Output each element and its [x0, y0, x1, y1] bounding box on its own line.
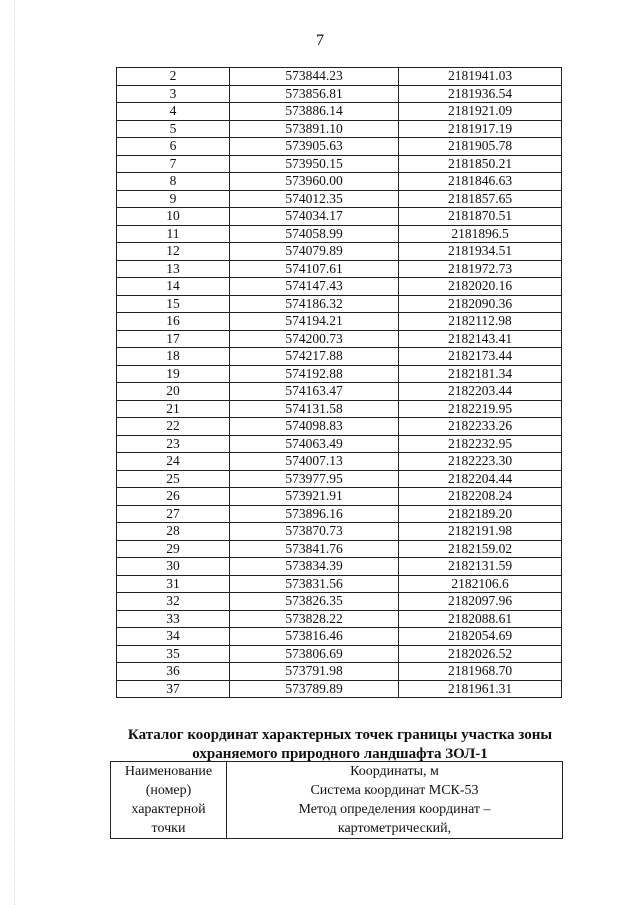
y-coordinate-cell: 2181961.31: [399, 680, 562, 698]
x-coordinate-cell: 573960.00: [230, 173, 399, 191]
x-coordinate-cell: 573896.16: [230, 505, 399, 523]
y-coordinate-cell: 2182026.52: [399, 645, 562, 663]
x-coordinate-cell: 573870.73: [230, 523, 399, 541]
point-number-cell: 29: [117, 540, 230, 558]
y-coordinate-cell: 2182232.95: [399, 435, 562, 453]
point-number-cell: 23: [117, 435, 230, 453]
table-row: [117, 348, 562, 366]
x-coordinate-cell: 574217.88: [230, 348, 399, 366]
x-coordinate-cell: 573856.81: [230, 85, 399, 103]
y-coordinate-cell: 2182233.26: [399, 418, 562, 436]
y-coordinate-cell: 2181936.54: [399, 85, 562, 103]
y-coordinate-cell: 2182106.6: [399, 575, 562, 593]
coordinates-header-line: Система координат МСК-53: [310, 783, 479, 798]
point-number-cell: 15: [117, 295, 230, 313]
section-title-line-1: Каталог координат характерных точек границы участка зоны: [127, 727, 553, 743]
y-coordinate-cell: 2181905.78: [399, 138, 562, 156]
y-coordinate-cell: 2181850.21: [399, 155, 562, 173]
y-coordinate-cell: 2181968.70: [399, 663, 562, 681]
coordinates-header-line: Координаты, м: [350, 764, 439, 779]
y-coordinate-cell: 2182112.98: [399, 313, 562, 331]
x-coordinate-cell: 573841.76: [230, 540, 399, 558]
x-coordinate-cell: 573886.14: [230, 103, 399, 121]
x-coordinate-cell: 574186.32: [230, 295, 399, 313]
point-number-cell: 37: [117, 680, 230, 698]
x-coordinate-cell: 574107.61: [230, 260, 399, 278]
table-row: [117, 435, 562, 453]
y-coordinate-cell: 2182097.96: [399, 593, 562, 611]
y-coordinate-cell: 2182090.36: [399, 295, 562, 313]
y-coordinate-cell: 2182054.69: [399, 628, 562, 646]
point-number-cell: 26: [117, 488, 230, 506]
x-coordinate-cell: 574192.88: [230, 365, 399, 383]
table-row: [117, 488, 562, 506]
x-coordinate-cell: 573831.56: [230, 575, 399, 593]
x-coordinate-cell: 574058.99: [230, 225, 399, 243]
x-coordinate-cell: 574034.17: [230, 208, 399, 226]
table-row: [117, 663, 562, 681]
point-number-cell: 6: [117, 138, 230, 156]
coordinates-table-body: [117, 68, 562, 698]
y-coordinate-cell: 2182088.61: [399, 610, 562, 628]
x-coordinate-cell: 573826.35: [230, 593, 399, 611]
table-row: [117, 138, 562, 156]
x-coordinate-cell: 573834.39: [230, 558, 399, 576]
point-number-cell: 21: [117, 400, 230, 418]
table-row: [117, 593, 562, 611]
table-row: [117, 523, 562, 541]
point-name-header-line: характерной: [131, 802, 206, 817]
point-number-cell: 20: [117, 383, 230, 401]
x-coordinate-cell: 573950.15: [230, 155, 399, 173]
point-number-cell: 8: [117, 173, 230, 191]
table-row: [117, 155, 562, 173]
point-number-cell: 2: [117, 68, 230, 86]
x-coordinate-cell: 573791.98: [230, 663, 399, 681]
y-coordinate-cell: 2182223.30: [399, 453, 562, 471]
y-coordinate-cell: 2182189.20: [399, 505, 562, 523]
page-number: 7: [316, 32, 324, 49]
y-coordinate-cell: 2181857.65: [399, 190, 562, 208]
coordinates-header-cell: [227, 762, 563, 839]
point-number-cell: 24: [117, 453, 230, 471]
point-number-cell: 30: [117, 558, 230, 576]
y-coordinate-cell: 2182181.34: [399, 365, 562, 383]
catalog-header-row: [111, 762, 563, 839]
catalog-header-table: [110, 761, 563, 839]
table-row: [117, 243, 562, 261]
table-row: [117, 628, 562, 646]
table-row: [117, 330, 562, 348]
y-coordinate-cell: 2181870.51: [399, 208, 562, 226]
table-row: [117, 313, 562, 331]
point-number-cell: 5: [117, 120, 230, 138]
x-coordinate-cell: 574147.43: [230, 278, 399, 296]
y-coordinate-cell: 2182203.44: [399, 383, 562, 401]
y-coordinate-cell: 2182143.41: [399, 330, 562, 348]
x-coordinate-cell: 574131.58: [230, 400, 399, 418]
table-row: [117, 103, 562, 121]
y-coordinate-cell: 2181917.19: [399, 120, 562, 138]
x-coordinate-cell: 573828.22: [230, 610, 399, 628]
point-number-cell: 10: [117, 208, 230, 226]
table-row: [117, 68, 562, 86]
point-number-cell: 14: [117, 278, 230, 296]
section-title-line-2: охраняемого природного ландшафта ЗОЛ-1: [192, 746, 488, 762]
table-row: [117, 225, 562, 243]
point-number-cell: 27: [117, 505, 230, 523]
x-coordinate-cell: 574194.21: [230, 313, 399, 331]
y-coordinate-cell: 2181896.5: [399, 225, 562, 243]
coordinates-header-line: картометрический,: [337, 821, 452, 836]
table-row: [117, 610, 562, 628]
x-coordinate-cell: 573789.89: [230, 680, 399, 698]
y-coordinate-cell: 2182208.24: [399, 488, 562, 506]
point-number-cell: 13: [117, 260, 230, 278]
section-title: [100, 726, 580, 764]
y-coordinate-cell: 2181941.03: [399, 68, 562, 86]
y-coordinate-cell: 2182159.02: [399, 540, 562, 558]
y-coordinate-cell: 2181846.63: [399, 173, 562, 191]
point-number-cell: 3: [117, 85, 230, 103]
y-coordinate-cell: 2181972.73: [399, 260, 562, 278]
point-number-cell: 34: [117, 628, 230, 646]
y-coordinate-cell: 2182020.16: [399, 278, 562, 296]
y-coordinate-cell: 2182173.44: [399, 348, 562, 366]
y-coordinate-cell: 2182219.95: [399, 400, 562, 418]
x-coordinate-cell: 573921.91: [230, 488, 399, 506]
point-number-cell: 9: [117, 190, 230, 208]
point-number-cell: 32: [117, 593, 230, 611]
table-row: [117, 173, 562, 191]
x-coordinate-cell: 573905.63: [230, 138, 399, 156]
x-coordinate-cell: 574163.47: [230, 383, 399, 401]
x-coordinate-cell: 574063.49: [230, 435, 399, 453]
y-coordinate-cell: 2182191.98: [399, 523, 562, 541]
x-coordinate-cell: 573891.10: [230, 120, 399, 138]
table-row: [117, 400, 562, 418]
x-coordinate-cell: 574200.73: [230, 330, 399, 348]
point-name-header-cell: [111, 762, 227, 839]
y-coordinate-cell: 2182131.59: [399, 558, 562, 576]
point-number-cell: 18: [117, 348, 230, 366]
point-name-header-line: точки: [151, 821, 186, 836]
point-name-header-line: Наименование: [124, 764, 213, 779]
point-number-cell: 17: [117, 330, 230, 348]
coordinates-header-line: Метод определения координат –: [298, 802, 491, 817]
table-row: [117, 260, 562, 278]
point-number-cell: 7: [117, 155, 230, 173]
y-coordinate-cell: 2182204.44: [399, 470, 562, 488]
table-row: [117, 418, 562, 436]
x-coordinate-cell: 574098.83: [230, 418, 399, 436]
table-row: [117, 365, 562, 383]
table-row: [117, 680, 562, 698]
table-row: [117, 190, 562, 208]
point-number-cell: 35: [117, 645, 230, 663]
table-row: [117, 120, 562, 138]
point-name-header-line: (номер): [145, 783, 192, 798]
table-row: [117, 575, 562, 593]
y-coordinate-cell: 2181921.09: [399, 103, 562, 121]
table-row: [117, 208, 562, 226]
point-number-cell: 19: [117, 365, 230, 383]
x-coordinate-cell: 573816.46: [230, 628, 399, 646]
point-number-cell: 22: [117, 418, 230, 436]
table-row: [117, 383, 562, 401]
table-row: [117, 470, 562, 488]
table-row: [117, 558, 562, 576]
point-number-cell: 33: [117, 610, 230, 628]
x-coordinate-cell: 573844.23: [230, 68, 399, 86]
table-row: [117, 85, 562, 103]
x-coordinate-cell: 574007.13: [230, 453, 399, 471]
table-row: [117, 505, 562, 523]
table-row: [117, 295, 562, 313]
x-coordinate-cell: 573806.69: [230, 645, 399, 663]
point-number-cell: 4: [117, 103, 230, 121]
table-row: [117, 540, 562, 558]
x-coordinate-cell: 574079.89: [230, 243, 399, 261]
scan-edge-line: [14, 0, 16, 905]
point-number-cell: 16: [117, 313, 230, 331]
x-coordinate-cell: 574012.35: [230, 190, 399, 208]
point-number-cell: 36: [117, 663, 230, 681]
table-row: [117, 453, 562, 471]
point-number-cell: 12: [117, 243, 230, 261]
point-number-cell: 28: [117, 523, 230, 541]
coordinates-table: [116, 67, 562, 698]
point-number-cell: 11: [117, 225, 230, 243]
x-coordinate-cell: 573977.95: [230, 470, 399, 488]
point-number-cell: 25: [117, 470, 230, 488]
table-row: [117, 645, 562, 663]
point-number-cell: 31: [117, 575, 230, 593]
table-row: [117, 278, 562, 296]
y-coordinate-cell: 2181934.51: [399, 243, 562, 261]
